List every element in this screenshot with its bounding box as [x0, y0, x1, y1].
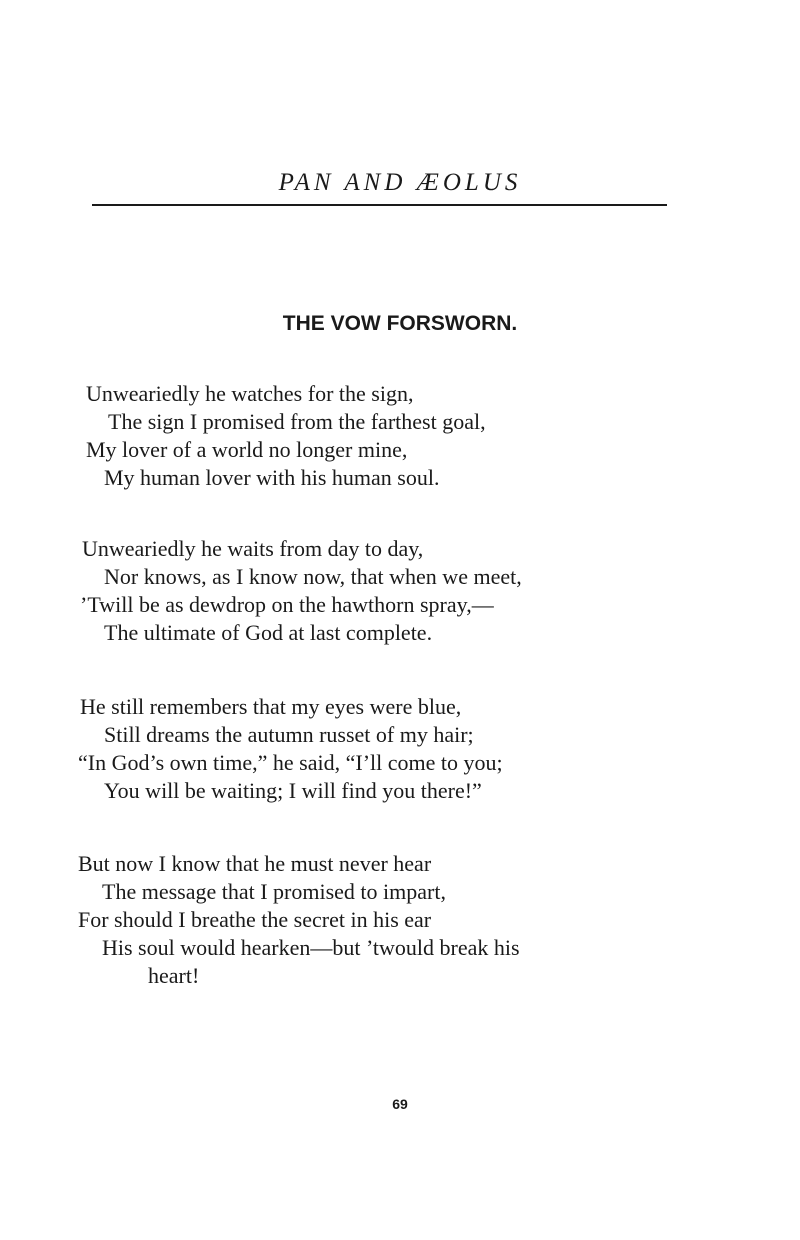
poem-line: But now I know that he must never hear: [78, 851, 432, 876]
poem-line: The ultimate of God at last complete.: [104, 620, 433, 645]
page-number: 69: [392, 1096, 408, 1112]
poem-line: My lover of a world no longer mine,: [86, 437, 408, 462]
poem-line: You will be waiting; I will find you there!”: [104, 778, 482, 803]
poem-line: “In God’s own time,” he said, “I’ll come to you;: [78, 750, 503, 775]
poem-line: Unweariedly he watches for the sign,: [86, 381, 414, 406]
poem-line: Nor knows, as I know now, that when we meet,: [104, 564, 522, 589]
header-rule: [92, 204, 667, 206]
poem-line: For should I breathe the secret in his ear: [78, 907, 432, 932]
poem-line: heart!: [148, 963, 200, 988]
poem-line: ’Twill be as dewdrop on the hawthorn spray,—: [80, 592, 494, 617]
poem-title: THE VOW FORSWORN.: [282, 312, 518, 335]
running-head: PAN AND ÆOLUS: [278, 169, 522, 196]
poem-line: Still dreams the autumn russet of my hair;: [104, 722, 474, 747]
poem-line: His soul would hearken—but ’twould break his: [102, 935, 520, 960]
poem-line: The sign I promised from the farthest goal,: [108, 409, 486, 434]
poem-line: He still remembers that my eyes were blue,: [80, 694, 462, 719]
poem-line: Unweariedly he waits from day to day,: [82, 536, 424, 561]
poem-line: The message that I promised to impart,: [102, 879, 446, 904]
poem-line: My human lover with his human soul.: [104, 465, 440, 490]
